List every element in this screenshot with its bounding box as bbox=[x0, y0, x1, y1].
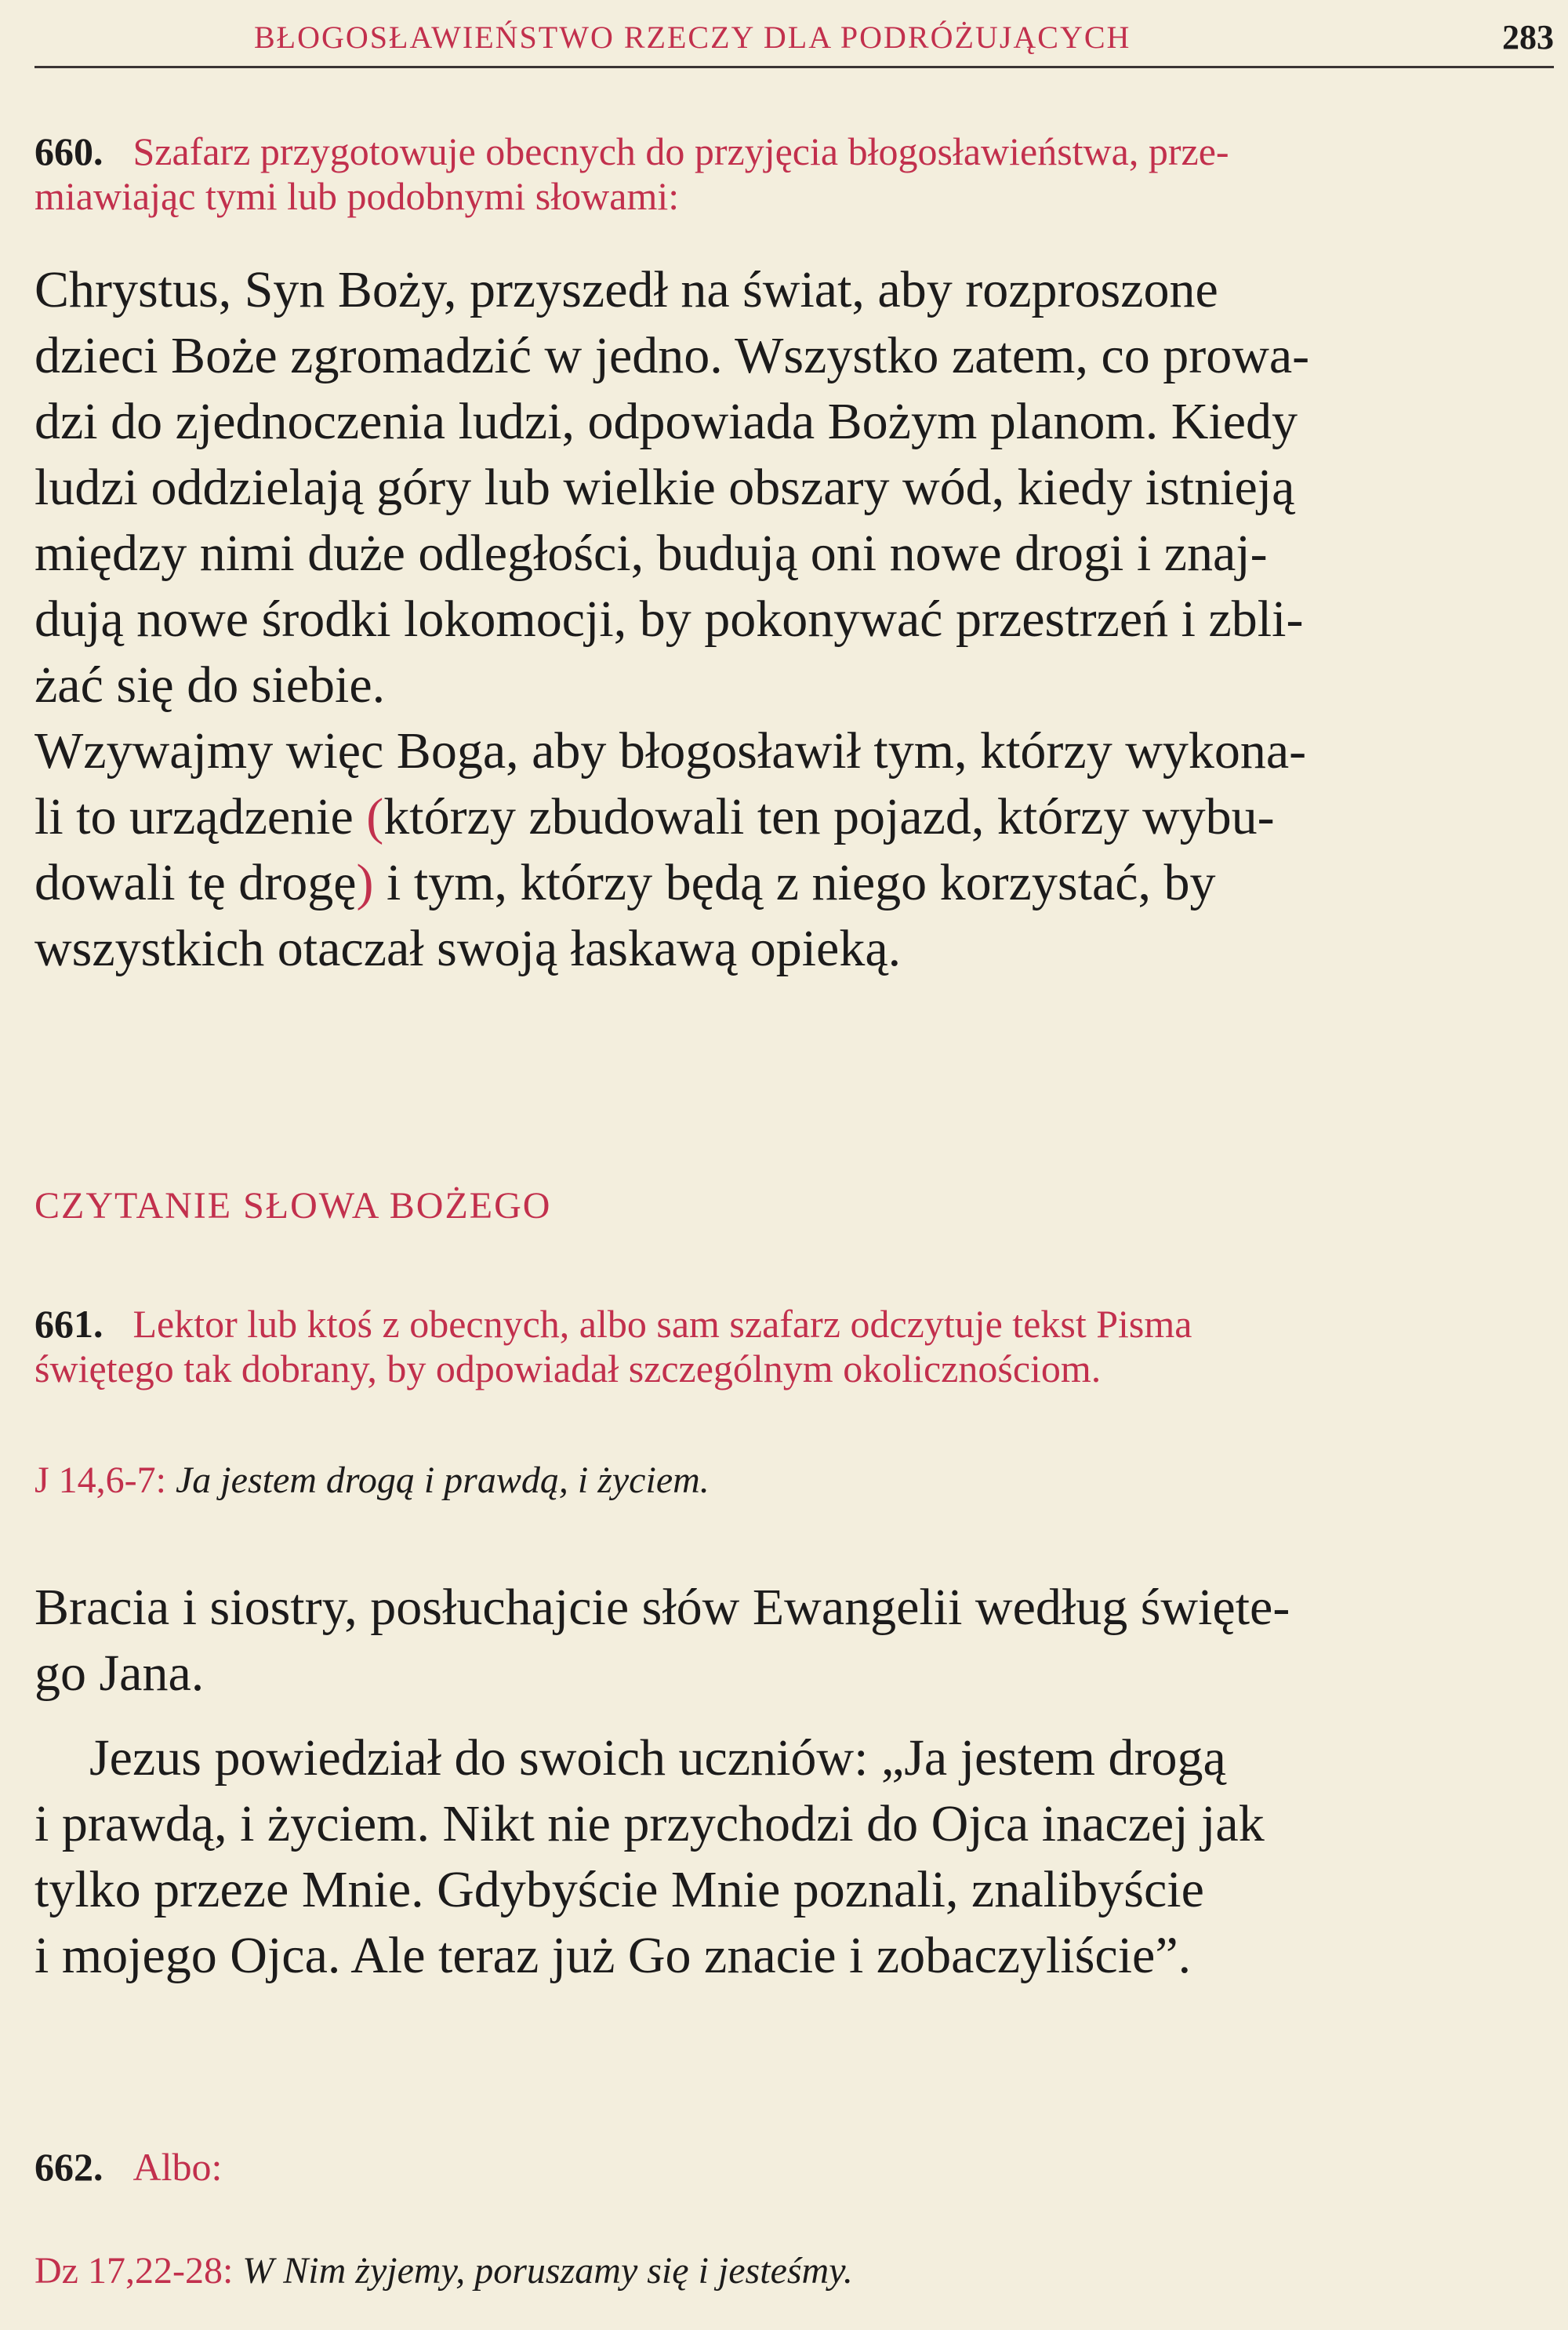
address-line: dzi do zjednoczenia ludzi, odpowiada Bożym planom. Kiedy bbox=[34, 393, 1298, 450]
running-header bbox=[34, 14, 1554, 68]
invitation-text: i tym, którzy będą z niego korzystać, by bbox=[373, 854, 1216, 911]
rubric-661 bbox=[34, 1302, 1554, 1391]
parenthesis-close: ) bbox=[356, 854, 374, 911]
address-line: między nimi duże odległości, budują oni nowe drogi i znaj- bbox=[34, 525, 1268, 582]
rubric-661-line-1: Lektor lub ktoś z obecnych, albo sam szafarz odczytuje tekst Pisma bbox=[132, 1302, 1192, 1346]
address-line: dzieci Boże zgromadzić w jedno. Wszystko zatem, co prowa- bbox=[34, 327, 1310, 384]
rubric-662-text: Albo: bbox=[132, 2145, 223, 2189]
rubric-660-line-2: miawiając tymi lub podobnymi słowami: bbox=[34, 174, 680, 218]
rubric-660-line-1: Szafarz przygotowuje obecnych do przyjęcia błogosławieństwa, prze- bbox=[132, 129, 1229, 173]
page-number: 283 bbox=[1502, 18, 1554, 56]
invitation-line bbox=[34, 850, 1555, 916]
announcement-line: Bracia i siostry, posłuchajcie słów Ewangelii według święte- bbox=[34, 1579, 1290, 1636]
gospel-text bbox=[34, 1725, 1555, 1989]
address-line: dują nowe środki lokomocji, by pokonywać przestrzeń i zbli- bbox=[34, 591, 1304, 648]
rubric-662 bbox=[34, 2145, 1554, 2190]
invitation-text: którzy zbudowali ten pojazd, którzy wybu- bbox=[383, 788, 1275, 845]
gospel-line: Jezus powiedział do swoich uczniów: „Ja jestem drogą bbox=[89, 1729, 1226, 1787]
rubric-661-line-2: świętego tak dobrany, by odpowiadał szczególnym okolicznościom. bbox=[34, 1347, 1102, 1390]
paragraph-number-661: 661. bbox=[34, 1302, 103, 1346]
parenthesis-open: ( bbox=[366, 788, 384, 845]
announcement-line: go Jana. bbox=[34, 1645, 205, 1702]
paragraph-number-662: 662. bbox=[34, 2145, 103, 2189]
rubric-660 bbox=[34, 129, 1554, 219]
gospel-announcement bbox=[34, 1575, 1555, 1707]
address-line: Chrystus, Syn Boży, przyszedł na świat, aby rozproszone bbox=[34, 261, 1218, 318]
address-text bbox=[34, 257, 1555, 982]
section-heading: CZYTANIE SŁOWA BOŻEGO bbox=[34, 1185, 552, 1227]
gospel-line: i prawdą, i życiem. Nikt nie przychodzi do Ojca inaczej jak bbox=[34, 1795, 1265, 1852]
reading-reference-662 bbox=[34, 2249, 853, 2292]
gospel-line: tylko przeze Mnie. Gdybyście Mnie poznali, znalibyście bbox=[34, 1861, 1204, 1918]
invitation-text: li to urządzenie bbox=[34, 788, 367, 845]
address-line: żać się do siebie. bbox=[34, 656, 386, 714]
scripture-incipit: W Nim żyjemy, poruszamy się i jesteśmy. bbox=[242, 2250, 853, 2292]
reading-reference-661 bbox=[34, 1459, 710, 1502]
scripture-incipit: Ja jestem drogą i prawdą, i życiem. bbox=[176, 1459, 710, 1501]
address-line: ludzi oddzielają góry lub wielkie obszary wód, kiedy istnieją bbox=[34, 459, 1295, 516]
paragraph-number-660: 660. bbox=[34, 129, 103, 173]
invitation-line: wszystkich otaczał swoją łaskawą opieką. bbox=[34, 920, 902, 977]
running-title: BŁOGOSŁAWIEŃSTWO RZECZY DLA PODRÓŻUJĄCYCH bbox=[254, 20, 1131, 55]
invitation-line bbox=[34, 784, 1555, 850]
invitation-text: dowali tę drogę bbox=[34, 854, 357, 911]
invitation-line: Wzywajmy więc Boga, aby błogosławił tym, którzy wykona- bbox=[34, 722, 1307, 780]
scripture-reference: Dz 17,22-28: bbox=[34, 2250, 234, 2292]
gospel-line: i mojego Ojca. Ale teraz już Go znacie i zobaczyliście”. bbox=[34, 1927, 1192, 1984]
scripture-reference: J 14,6-7: bbox=[34, 1459, 166, 1501]
